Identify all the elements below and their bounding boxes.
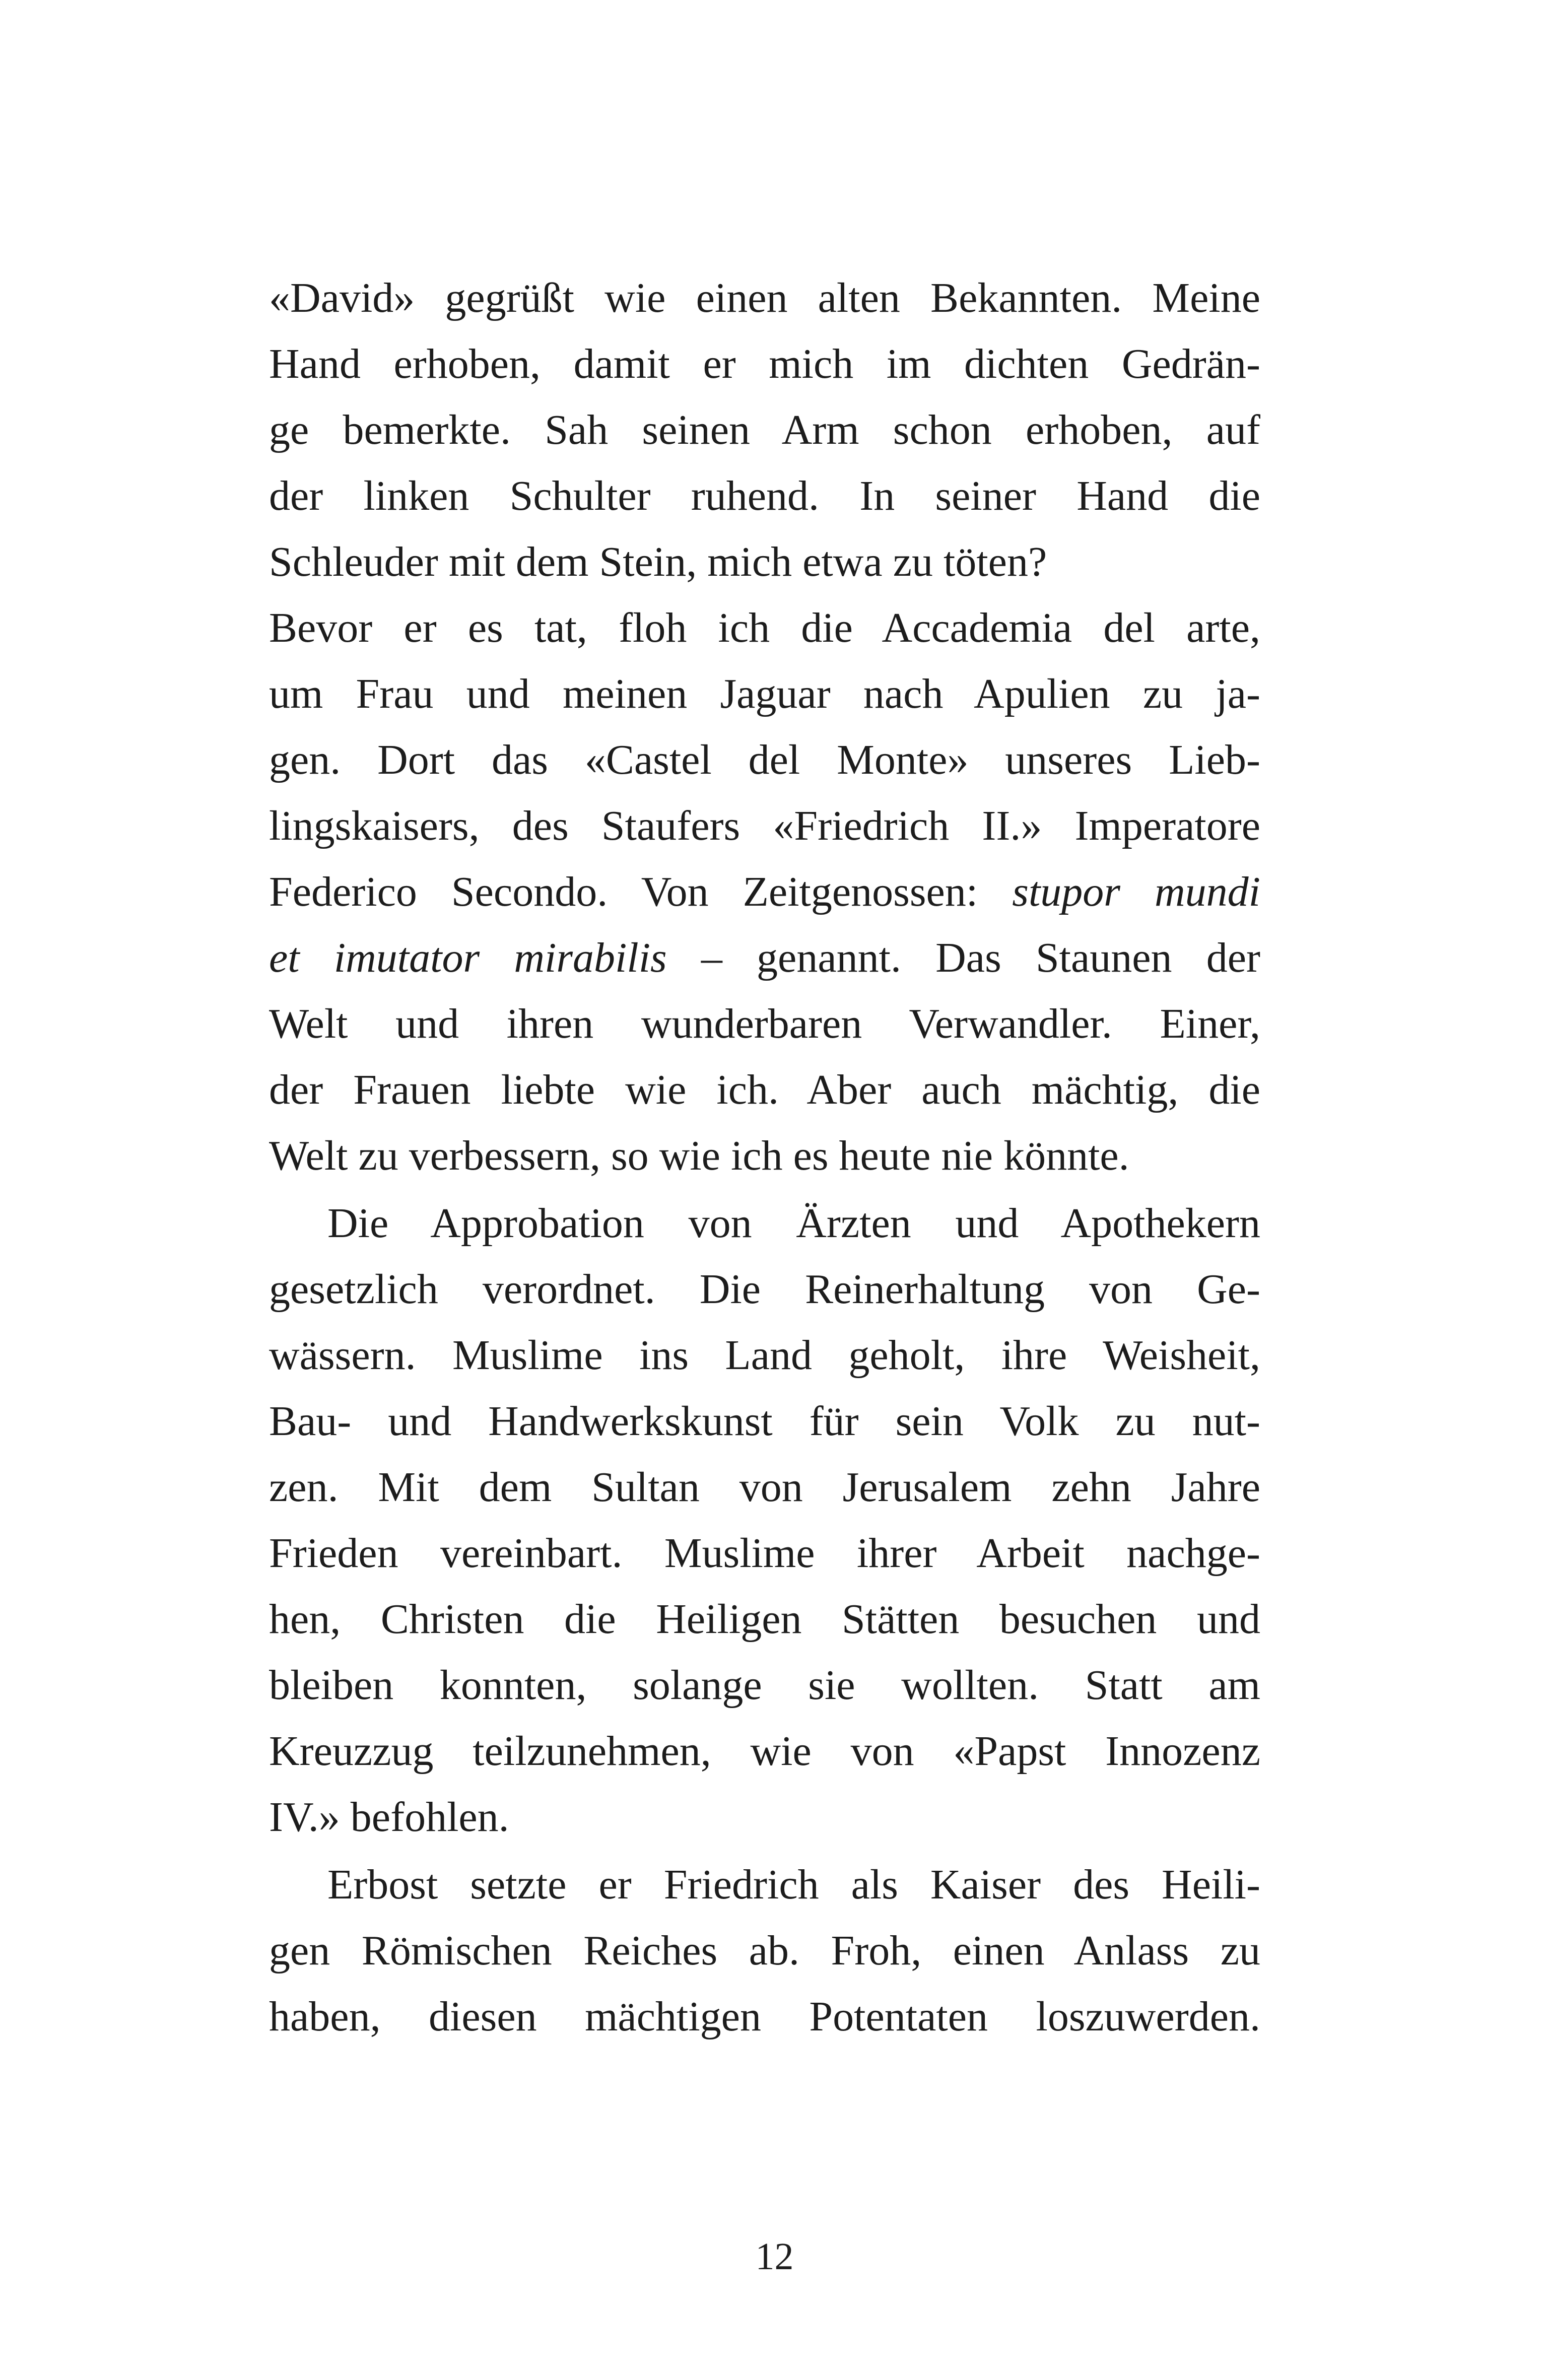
text-line: lingskaisers, des Staufers «Friedrich II.» Imperatore xyxy=(269,802,1260,849)
text-line: um Frau und meinen Jaguar nach Apulien zu ja- xyxy=(269,670,1260,717)
text-line: hen, Christen die Heiligen Stätten besuchen und xyxy=(269,1596,1260,1643)
text-line: zen. Mit dem Sultan von Jerusalem zehn Jahre xyxy=(269,1464,1260,1511)
text-segment: Federico Secondo. Von Zeitgenossen: xyxy=(269,868,978,915)
text-line: Erbost setzte er Friedrich als Kaiser des Heili- xyxy=(327,1861,1260,1908)
text-line: gesetzlich verordnet. Die Reinerhaltung von Ge- xyxy=(269,1266,1260,1313)
text-line: Welt und ihren wunderbaren Verwandler. Einer, xyxy=(269,1000,1260,1047)
italic-phrase: stupor mundi xyxy=(1012,868,1261,915)
text-line: wässern. Muslime ins Land geholt, ihre Weisheit, xyxy=(269,1332,1260,1379)
text-line: gen Römischen Reiches ab. Froh, einen Anlass zu xyxy=(269,1927,1260,1974)
text-line: Die Approbation von Ärzten und Apothekern xyxy=(327,1200,1260,1247)
text-line xyxy=(269,859,1260,925)
text-line: bleiben konnten, solange sie wollten. Statt am xyxy=(269,1662,1260,1709)
text-line: Kreuzzug teilzunehmen, wie von «Papst Innozenz xyxy=(269,1728,1260,1775)
text-line: Schleuder mit dem Stein, mich etwa zu töten? xyxy=(269,538,1047,585)
text-line: Bevor er es tat, floh ich die Accademia del arte, xyxy=(269,604,1260,651)
body-text xyxy=(269,265,1260,2050)
text-line: der linken Schulter ruhend. In seiner Hand die xyxy=(269,472,1260,519)
italic-phrase: et imutator mirabilis xyxy=(269,934,667,981)
text-line: IV.» befohlen. xyxy=(269,1794,509,1841)
text-line: gen. Dort das «Castel del Monte» unseres Lieb- xyxy=(269,736,1260,783)
text-line xyxy=(269,925,1260,991)
page-number: 12 xyxy=(755,2235,794,2278)
text-line: Bau- und Handwerkskunst für sein Volk zu nut- xyxy=(269,1398,1260,1445)
text-line: der Frauen liebte wie ich. Aber auch mächtig, die xyxy=(269,1066,1260,1113)
text-segment: – genannt. Das Staunen der xyxy=(701,934,1260,981)
text-line: «David» gegrüßt wie einen alten Bekannten. Meine xyxy=(269,275,1260,321)
text-line: Welt zu verbessern, so wie ich es heute nie könnte. xyxy=(269,1132,1129,1179)
text-line: Hand erhoben, damit er mich im dichten Gedrän- xyxy=(269,341,1260,387)
text-line: haben, diesen mächtigen Potentaten loszuwerden. xyxy=(269,1993,1260,2040)
text-line: Frieden vereinbart. Muslime ihrer Arbeit nachge- xyxy=(269,1530,1260,1577)
text-line: ge bemerkte. Sah seinen Arm schon erhoben, auf xyxy=(269,406,1260,453)
